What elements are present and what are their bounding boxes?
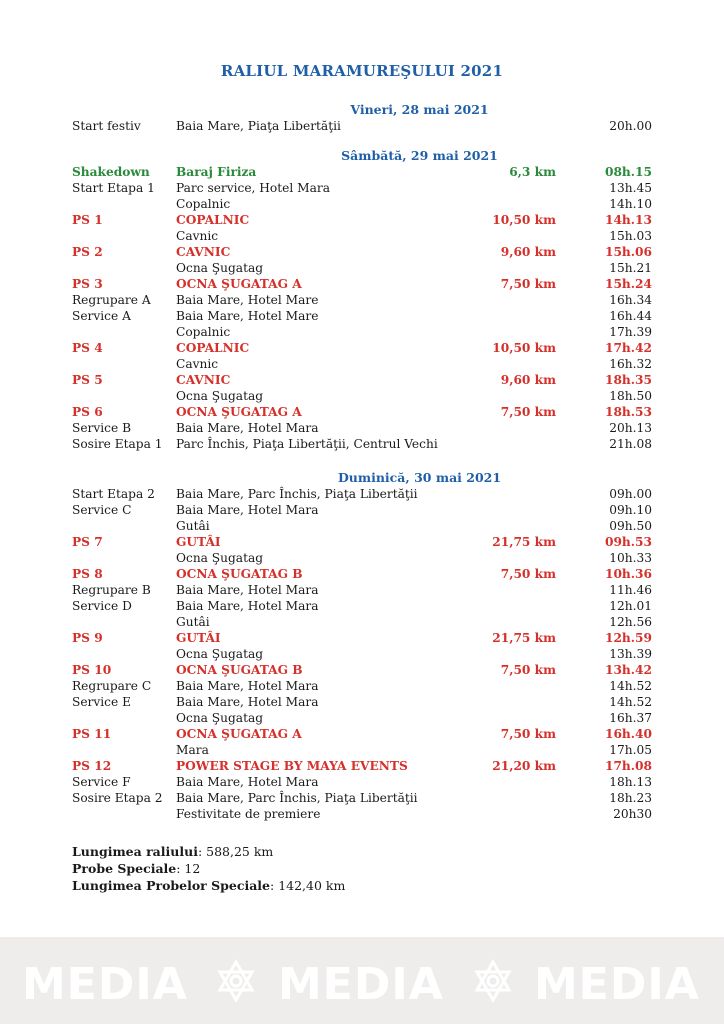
row-label: Start Etapa 1 (72, 181, 155, 195)
row-distance: 7,50 km (500, 277, 556, 291)
row-location: Baia Mare, Hotel Mara (176, 599, 319, 613)
row-location: OCNA ŞUGATAG B (176, 663, 303, 677)
day-heading: Duminică, 30 mai 2021 (337, 470, 502, 485)
schedule-row (72, 518, 652, 534)
row-time: 17h.39 (609, 325, 652, 339)
row-time: 12h.56 (609, 615, 652, 629)
row-time: 14h.52 (609, 679, 652, 693)
row-label: PS 6 (72, 405, 103, 419)
row-distance: 6,3 km (509, 165, 556, 179)
row-location: OCNA ŞUGATAG B (176, 567, 303, 581)
summary-ps-length-label: Lungimea Probelor Speciale (72, 878, 271, 893)
row-time: 09h.50 (609, 519, 652, 533)
row-time: 15h.03 (609, 229, 652, 243)
row-location: Baia Mare, Hotel Mara (176, 679, 319, 693)
schedule-row (72, 308, 652, 324)
row-time: 12h.59 (604, 631, 652, 645)
row-time: 09h.10 (609, 503, 652, 517)
row-location: Ocna Şugatag (176, 647, 264, 661)
row-time: 14h.52 (609, 695, 652, 709)
schedule-row (72, 726, 652, 742)
row-time: 16h.44 (609, 309, 652, 323)
schedule-row (72, 790, 652, 806)
row-time: 18h.53 (604, 405, 652, 419)
row-location: Baia Mare, Parc Închis, Piaţa Libertăţii (176, 487, 418, 501)
watermark-text: MEDIA (534, 959, 700, 1010)
schedule-row (72, 614, 652, 630)
row-location: Festivitate de premiere (176, 807, 321, 821)
schedule-row (72, 404, 652, 420)
row-location: Cavnic (176, 357, 219, 371)
row-label: Service A (72, 309, 131, 323)
watermark-text: MEDIA (278, 959, 444, 1010)
row-time: 18h.13 (609, 775, 652, 789)
row-location: Baia Mare, Hotel Mare (176, 309, 319, 323)
row-location: Baia Mare, Hotel Mare (176, 293, 319, 307)
row-location: COPALNIC (176, 213, 250, 227)
schedule-row (72, 180, 652, 196)
row-location: Ocna Şugatag (176, 261, 264, 275)
schedule-row (72, 598, 652, 614)
rally-summary (72, 843, 345, 894)
row-distance: 21,20 km (492, 759, 556, 773)
row-distance: 10,50 km (492, 341, 556, 355)
row-time: 18h.23 (609, 791, 652, 805)
summary-stages (72, 860, 345, 877)
row-time: 12h.01 (609, 599, 652, 613)
schedule-row (72, 244, 652, 260)
row-time: 14h.10 (609, 197, 652, 211)
row-location: Gutâi (176, 615, 210, 629)
row-time: 16h.34 (609, 293, 652, 307)
schedule-row (72, 276, 652, 292)
row-label: Service F (72, 775, 131, 789)
row-time: 13h.45 (609, 181, 652, 195)
day-spacer (72, 134, 652, 148)
row-label: PS 2 (72, 245, 103, 259)
schedule-row (72, 164, 652, 180)
schedule-row (72, 340, 652, 356)
day-heading: Sâmbătă, 29 mai 2021 (341, 148, 498, 163)
row-location: Baia Mare, Hotel Mara (176, 421, 319, 435)
row-label: Start festiv (72, 119, 141, 133)
row-time: 17h.42 (604, 341, 652, 355)
row-label: PS 11 (72, 727, 112, 741)
row-time: 13h.42 (604, 663, 652, 677)
row-time: 18h.35 (604, 373, 652, 387)
summary-ps-length (72, 877, 345, 894)
row-time: 18h.50 (609, 389, 652, 403)
schedule-row (72, 372, 652, 388)
summary-length-value: : 588,25 km (197, 844, 274, 859)
schedule-row (72, 228, 652, 244)
schedule-row (72, 742, 652, 758)
row-location: Cavnic (176, 229, 219, 243)
row-time: 15h.24 (604, 277, 652, 291)
row-time: 17h.05 (609, 743, 652, 757)
row-time: 15h.21 (609, 261, 652, 275)
row-location: Baia Mare, Piaţa Libertăţii (176, 119, 341, 133)
schedule-row (72, 486, 652, 502)
schedule-row (72, 694, 652, 710)
row-label: PS 5 (72, 373, 103, 387)
row-time: 20h30 (613, 807, 652, 821)
row-location: CAVNIC (176, 245, 231, 259)
star-ornament-icon (214, 959, 258, 1003)
day-heading: Vineri, 28 mai 2021 (350, 102, 489, 117)
row-label: Service B (72, 421, 132, 435)
row-label: Regrupare B (72, 583, 151, 597)
row-label: PS 7 (72, 535, 103, 549)
summary-length-label: Lungimea raliului (72, 844, 198, 859)
row-label: Service D (72, 599, 132, 613)
schedule-row (72, 550, 652, 566)
row-label: Regrupare A (72, 293, 151, 307)
row-time: 10h.36 (604, 567, 652, 581)
row-label: PS 4 (72, 341, 103, 355)
row-time: 20h.00 (609, 119, 652, 133)
schedule-row (72, 630, 652, 646)
row-label: Shakedown (72, 165, 150, 179)
row-distance: 10,50 km (492, 213, 556, 227)
schedule-row (72, 292, 652, 308)
row-location: Ocna Şugatag (176, 389, 264, 403)
day-spacer (72, 452, 652, 470)
row-location: Ocna Şugatag (176, 551, 264, 565)
schedule-row (72, 196, 652, 212)
schedule-table (72, 102, 652, 822)
row-time: 09h.00 (609, 487, 652, 501)
schedule-row (72, 678, 652, 694)
row-time: 11h.46 (609, 583, 652, 597)
row-distance: 7,50 km (500, 727, 556, 741)
row-location: POWER STAGE BY MAYA EVENTS (176, 759, 408, 773)
row-location: Gutâi (176, 519, 210, 533)
row-location: Baia Mare, Hotel Mara (176, 503, 319, 517)
summary-ps-length-value: : 142,40 km (270, 878, 346, 893)
row-location: OCNA ŞUGATAG A (176, 277, 302, 291)
row-label: PS 1 (72, 213, 103, 227)
row-time: 17h.08 (604, 759, 652, 773)
row-location: Ocna Şugatag (176, 711, 264, 725)
schedule-row (72, 260, 652, 276)
row-distance: 7,50 km (500, 567, 556, 581)
summary-stages-label: Probe Speciale (72, 861, 177, 876)
watermark-text: MEDIA (22, 959, 188, 1010)
row-location: OCNA ŞUGATAG A (176, 405, 302, 419)
row-time: 13h.39 (609, 647, 652, 661)
star-ornament-icon (471, 959, 515, 1003)
row-location: Baia Mare, Parc Închis, Piaţa Libertăţii (176, 791, 418, 805)
row-location: GUTÂI (176, 535, 221, 549)
schedule-row (72, 212, 652, 228)
schedule-row (72, 646, 652, 662)
schedule-row (72, 758, 652, 774)
row-location: Baraj Firiza (176, 165, 257, 179)
schedule-row (72, 774, 652, 790)
row-label: PS 10 (72, 663, 112, 677)
schedule-row (72, 534, 652, 550)
row-label: PS 3 (72, 277, 103, 291)
schedule-row (72, 806, 652, 822)
schedule-row (72, 582, 652, 598)
row-location: Baia Mare, Hotel Mara (176, 775, 319, 789)
row-time: 20h.13 (609, 421, 652, 435)
schedule-row (72, 502, 652, 518)
schedule-row (72, 324, 652, 340)
row-time: 14h.13 (604, 213, 652, 227)
row-distance: 7,50 km (500, 663, 556, 677)
row-location: Parc service, Hotel Mara (176, 181, 330, 195)
row-location: COPALNIC (176, 341, 250, 355)
row-location: Baia Mare, Hotel Mara (176, 583, 319, 597)
row-time: 08h.15 (604, 165, 652, 179)
row-label: PS 9 (72, 631, 103, 645)
schedule-row (72, 436, 652, 452)
row-time: 15h.06 (604, 245, 652, 259)
row-time: 10h.33 (609, 551, 652, 565)
schedule-row (72, 420, 652, 436)
row-location: Copalnic (176, 197, 231, 211)
row-distance: 21,75 km (492, 535, 556, 549)
row-time: 16h.40 (604, 727, 652, 741)
row-location: Baia Mare, Hotel Mara (176, 695, 319, 709)
page-title: RALIUL MARAMUREŞULUI 2021 (220, 62, 504, 80)
row-label: PS 8 (72, 567, 103, 581)
row-location: OCNA ŞUGATAG A (176, 727, 302, 741)
row-label: Sosire Etapa 1 (72, 437, 163, 451)
schedule-row (72, 356, 652, 372)
row-label: Service C (72, 503, 132, 517)
summary-stages-value: : 12 (176, 861, 201, 876)
row-location: CAVNIC (176, 373, 231, 387)
schedule-row (72, 388, 652, 404)
row-location: Mara (176, 743, 209, 757)
row-location: Parc Închis, Piaţa Libertăţii, Centrul Vechi (176, 437, 438, 451)
row-label: Start Etapa 2 (72, 487, 155, 501)
summary-length (72, 843, 345, 860)
row-label: PS 12 (72, 759, 112, 773)
row-label: Service E (72, 695, 131, 709)
row-time: 21h.08 (609, 437, 652, 451)
row-time: 09h.53 (604, 535, 652, 549)
row-location: Copalnic (176, 325, 231, 339)
row-label: Sosire Etapa 2 (72, 791, 163, 805)
row-distance: 9,60 km (500, 245, 556, 259)
schedule-row (72, 566, 652, 582)
schedule-row (72, 118, 652, 134)
schedule-row (72, 662, 652, 678)
row-time: 16h.32 (609, 357, 652, 371)
row-distance: 21,75 km (492, 631, 556, 645)
row-distance: 9,60 km (500, 373, 556, 387)
row-time: 16h.37 (609, 711, 652, 725)
schedule-row (72, 710, 652, 726)
row-location: GUTÂI (176, 631, 221, 645)
media-watermark-footer (0, 937, 724, 1024)
row-label: Regrupare C (72, 679, 152, 693)
row-distance: 7,50 km (500, 405, 556, 419)
